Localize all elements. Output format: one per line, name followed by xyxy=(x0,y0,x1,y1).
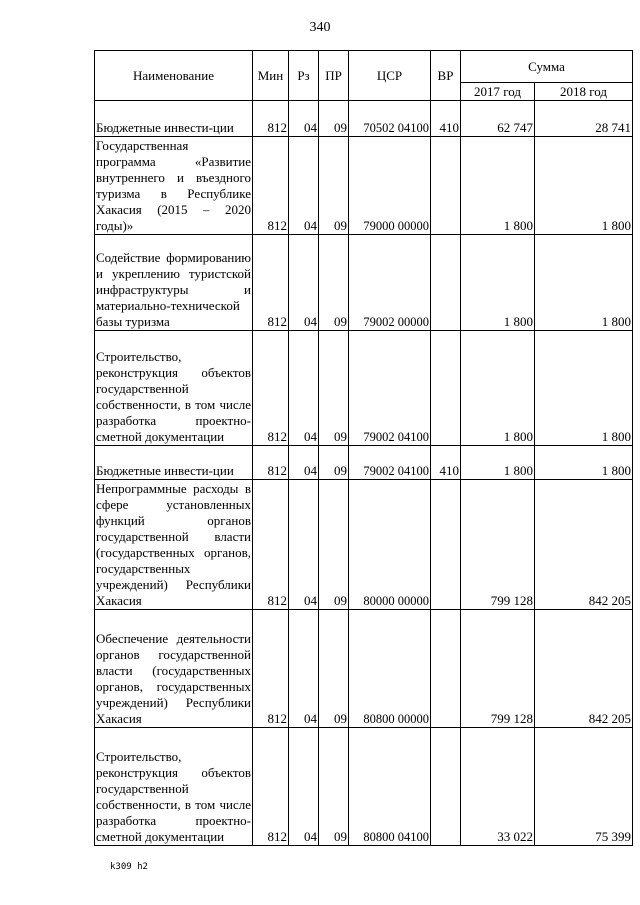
row-pr-cell: 09 xyxy=(319,101,349,137)
header-sum: Сумма xyxy=(461,51,633,83)
table-row xyxy=(95,446,633,480)
row-rz-cell: 04 xyxy=(289,235,319,331)
row-sum-2018-cell: 28 741 xyxy=(535,101,633,137)
row-vr-cell xyxy=(431,728,461,846)
row-min-cell: 812 xyxy=(253,137,289,235)
row-name-cell: Бюджетные инвести-ции xyxy=(95,101,253,137)
row-pr-cell: 09 xyxy=(319,728,349,846)
row-min-cell: 812 xyxy=(253,728,289,846)
row-sum-2017-cell: 799 128 xyxy=(461,480,535,610)
table-row xyxy=(95,101,633,137)
row-name-cell: Бюджетные инвести-ции xyxy=(95,446,253,480)
row-sum-2017-cell: 62 747 xyxy=(461,101,535,137)
row-vr-cell xyxy=(431,610,461,728)
header-min: Мин xyxy=(253,51,289,101)
row-vr-cell: 410 xyxy=(431,446,461,480)
row-pr-cell: 09 xyxy=(319,610,349,728)
row-name-cell: Государственная программа «Развитие внутреннего и въездного туризма в Республике Хакасия (2015 – 2020 годы)» xyxy=(96,138,251,233)
row-sum-2017-cell: 1 800 xyxy=(461,331,535,446)
header-vr: ВР xyxy=(431,51,461,101)
row-csr-cell: 80800 00000 xyxy=(349,610,431,728)
row-min-cell: 812 xyxy=(253,235,289,331)
row-csr-cell: 79002 04100 xyxy=(349,331,431,446)
page-number: 340 xyxy=(309,20,331,35)
row-pr-cell: 09 xyxy=(319,446,349,480)
budget-table xyxy=(94,50,633,846)
row-sum-2017-cell: 1 800 xyxy=(461,235,535,331)
table-row xyxy=(95,728,633,846)
row-min-cell: 812 xyxy=(253,331,289,446)
row-pr-cell: 09 xyxy=(319,235,349,331)
row-min-cell: 812 xyxy=(253,101,289,137)
row-rz-cell: 04 xyxy=(289,610,319,728)
row-csr-cell: 79002 00000 xyxy=(349,235,431,331)
row-rz-cell: 04 xyxy=(289,480,319,610)
row-sum-2018-cell: 1 800 xyxy=(535,331,633,446)
header-year-2017: 2017 год xyxy=(461,83,535,101)
row-vr-cell: 410 xyxy=(431,101,461,137)
row-sum-2018-cell: 1 800 xyxy=(535,446,633,480)
row-sum-2017-cell: 799 128 xyxy=(461,610,535,728)
header-name: Наименование xyxy=(95,51,253,101)
row-min-cell: 812 xyxy=(253,610,289,728)
table-body xyxy=(95,101,633,846)
row-csr-cell: 70502 04100 xyxy=(349,101,431,137)
row-sum-2018-cell: 842 205 xyxy=(535,480,633,610)
row-csr-cell: 80800 04100 xyxy=(349,728,431,846)
row-name-cell: Строительство, реконструкция объектов государственной собственности, в том числе разработка проектно-сметной документации xyxy=(95,331,253,446)
table-row xyxy=(95,331,633,446)
row-pr-cell: 09 xyxy=(319,137,349,235)
row-pr-cell: 09 xyxy=(319,480,349,610)
table-row xyxy=(95,480,633,610)
row-csr-cell: 80000 00000 xyxy=(349,480,431,610)
row-rz-cell: 04 xyxy=(289,446,319,480)
row-csr-cell: 79000 00000 xyxy=(349,137,431,235)
table-row xyxy=(95,610,633,728)
header-csr: ЦСР xyxy=(349,51,431,101)
row-vr-cell xyxy=(431,480,461,610)
row-sum-2018-cell: 1 800 xyxy=(535,235,633,331)
row-pr-cell: 09 xyxy=(319,331,349,446)
header-pr: ПР xyxy=(319,51,349,101)
header-rz: Рз xyxy=(289,51,319,101)
row-name-cell: Обеспечение деятельности органов государственной власти (государственных органов, государственных учреждений) Республики Хакасия xyxy=(95,610,253,728)
row-sum-2018-cell: 1 800 xyxy=(535,137,633,235)
table-row xyxy=(95,137,633,235)
row-vr-cell xyxy=(431,137,461,235)
row-rz-cell: 04 xyxy=(289,101,319,137)
row-min-cell: 812 xyxy=(253,446,289,480)
row-vr-cell xyxy=(431,235,461,331)
row-sum-2018-cell: 842 205 xyxy=(535,610,633,728)
header-year-2018: 2018 год xyxy=(535,83,633,101)
row-name-cell: Непрограммные расходы в сфере установленных функций органов государственной власти (государственных органов, государственных учреждений) Республики Хакасия xyxy=(96,481,251,608)
row-sum-2017-cell: 33 022 xyxy=(461,728,535,846)
row-name-cell: Строительство, реконструкция объектов государственной собственности, в том числе разработка проектно-сметной документации xyxy=(95,728,253,846)
row-sum-2018-cell: 75 399 xyxy=(535,728,633,846)
footer-code: k309 h2 xyxy=(110,862,148,872)
row-sum-2017-cell: 1 800 xyxy=(461,137,535,235)
table-row xyxy=(95,235,633,331)
row-rz-cell: 04 xyxy=(289,137,319,235)
row-rz-cell: 04 xyxy=(289,728,319,846)
row-name-cell: Содействие формированию и укреплению туристской инфраструктуры и материально-технической базы туризма xyxy=(95,235,253,331)
row-sum-2017-cell: 1 800 xyxy=(461,446,535,480)
row-vr-cell xyxy=(431,331,461,446)
row-min-cell: 812 xyxy=(253,480,289,610)
row-csr-cell: 79002 04100 xyxy=(349,446,431,480)
row-rz-cell: 04 xyxy=(289,331,319,446)
